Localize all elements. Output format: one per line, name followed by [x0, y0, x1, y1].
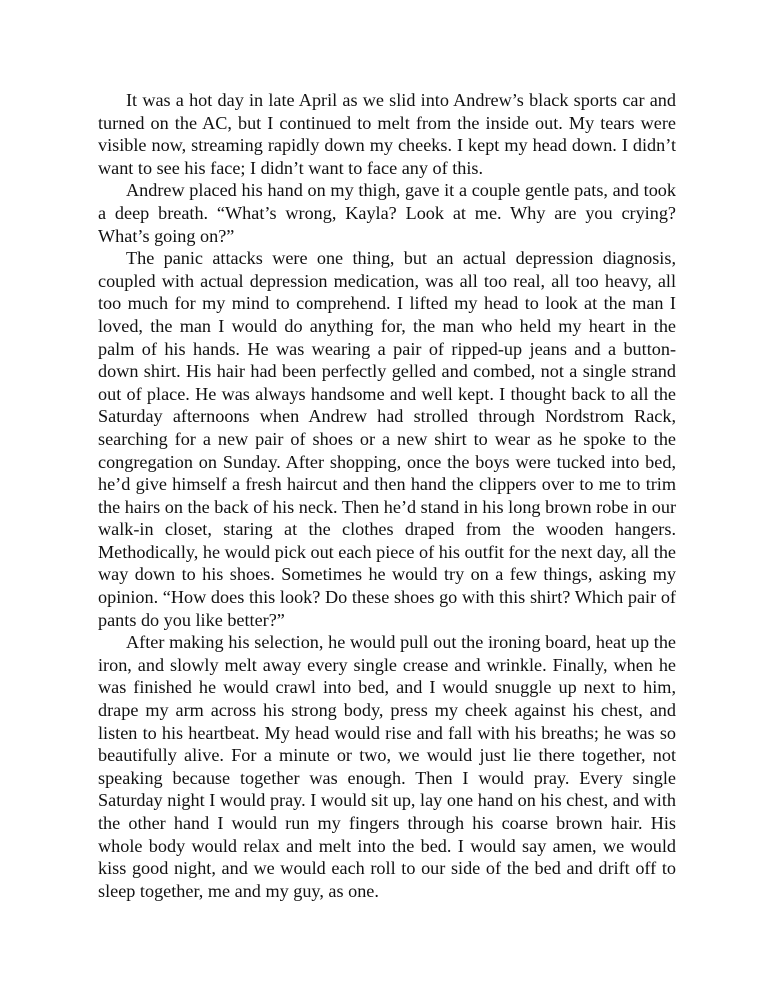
book-page-text — [98, 89, 676, 902]
paragraph-3: The panic attacks were one thing, but an actual depression diagnosis, coupled with actual depression medication, was all too real, all too heavy, all too much for my mind to comprehend. I lifted my head to look at the man I loved, the man I would do anything for, the man who held my heart in the palm of his hands. He was wearing a pair of ripped-up jeans and a button-down shirt. His hair had been perfectly gelled and combed, not a single strand out of place. He was always handsome and well kept. I thought back to all the Saturday afternoons when Andrew had strolled through Nordstrom Rack, searching for a new pair of shoes or a new shirt to wear as he spoke to the congregation on Sunday. After shopping, once the boys were tucked into bed, he’d give himself a fresh haircut and then hand the clippers over to me to trim the hairs on the back of his neck. Then he’d stand in his long brown robe in our walk-in closet, staring at the clothes draped from the wooden hangers. Methodically, he would pick out each piece of his outfit for the next day, all the way down to his shoes. Sometimes he would try on a few things, asking my opinion. “How does this look? Do these shoes go with this shirt? Which pair of pants do you like better?” — [98, 248, 676, 630]
paragraph-1: It was a hot day in late April as we slid into Andrew’s black sports car and turned on the AC, but I continued to melt from the inside out. My tears were visible now, streaming rapidly down my cheeks. I kept my head down. I didn’t want to see his face; I didn’t want to face any of this. — [98, 90, 676, 178]
paragraph-4: After making his selection, he would pull out the ironing board, heat up the iron, and slowly melt away every single crease and wrinkle. Finally, when he was finished he would crawl into bed, and I would snuggle up next to him, drape my arm across his strong body, press my cheek against his chest, and listen to his heartbeat. My head would rise and fall with his breaths; he was so beautifully alive. For a minute or two, we would just lie there together, not speaking because together was enough. Then I would pray. Every single Saturday night I would pray. I would sit up, lay one hand on his chest, and with the other hand I would run my fingers through his coarse brown hair. His whole body would relax and melt into the bed. I would say amen, we would kiss good night, and we would each roll to our side of the bed and drift off to sleep together, me and my guy, as one. — [98, 632, 676, 901]
paragraph-2: Andrew placed his hand on my thigh, gave it a couple gentle pats, and took a deep breath. “What’s wrong, Kayla? Look at me. Why are you crying? What’s going on?” — [98, 180, 676, 246]
